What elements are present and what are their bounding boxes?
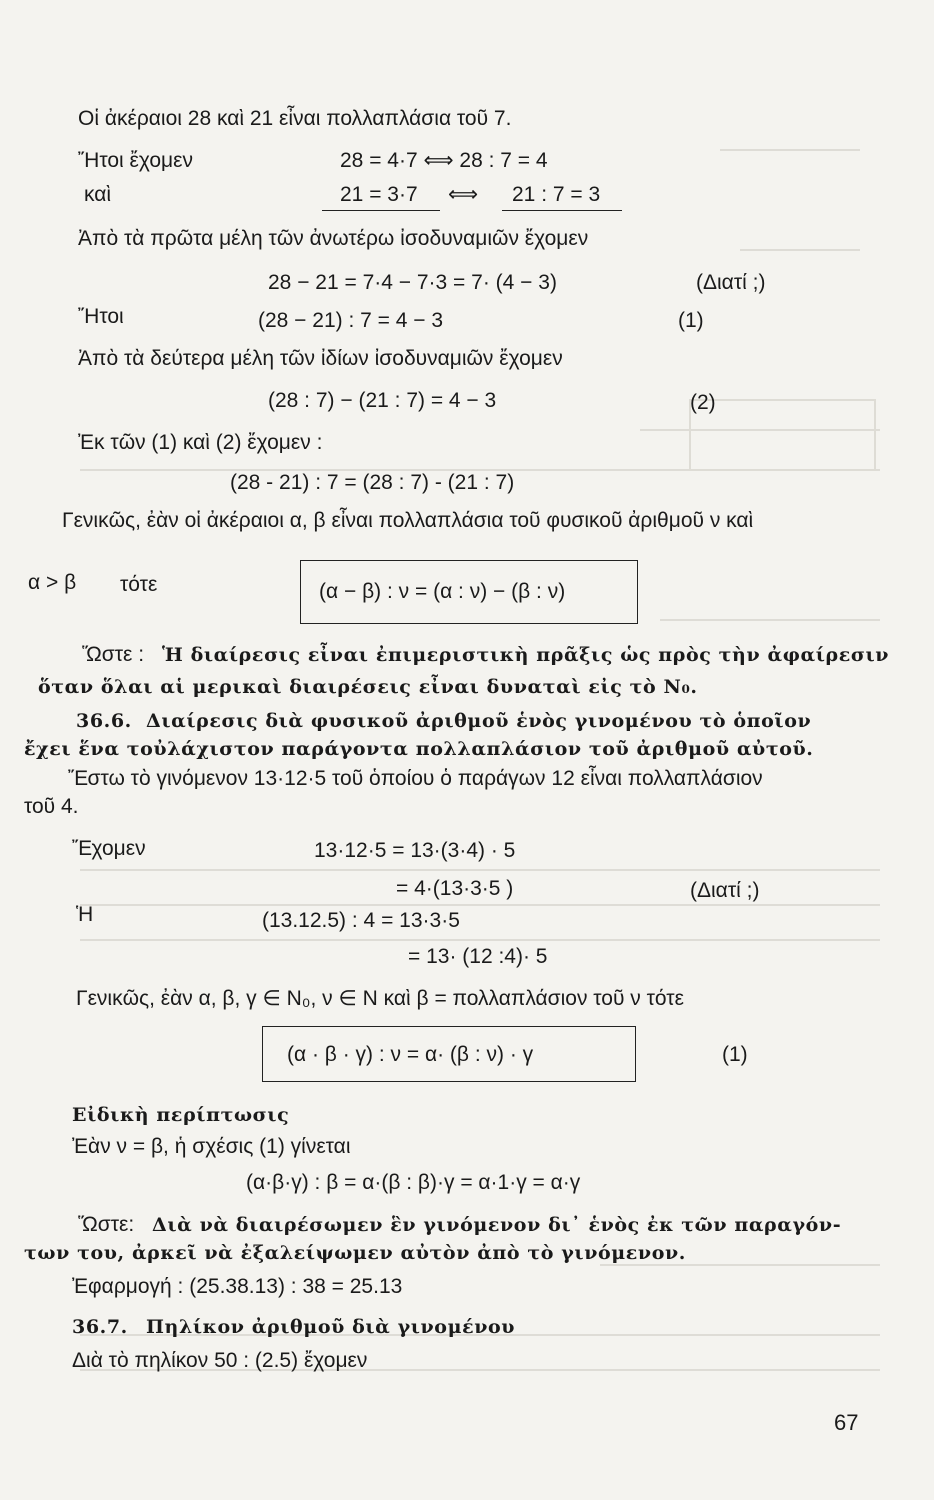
equation-5: (28 : 7) − (21 : 7) = 4 − 3 <box>268 389 497 412</box>
equation-11: (α·β·γ) : β = α·(β : β)·γ = α·1·γ = α·γ <box>246 1171 581 1194</box>
boxed-formula-2-label: (1) <box>722 1043 748 1066</box>
section-36-6-title-2: ἔχει ἕνα τοὐλάχιστον παράγοντα πολλαπλάσιον τοῦ ἀριθμοῦ αὐτοῦ. <box>24 738 814 760</box>
section-36-7-title: Πηλίκον ἀριθμοῦ διὰ γινομένου <box>146 1316 516 1338</box>
underline-left <box>322 210 440 211</box>
equation-7: 13·12·5 = 13·(3·4) · 5 <box>314 839 516 862</box>
section-36-7-number: 36.7. <box>72 1316 128 1338</box>
why-remark-2: (Διατί ;) <box>690 879 760 902</box>
equation-3: 28 − 21 = 7·4 − 7·3 = 7· (4 − 3) <box>268 271 557 294</box>
boxed-formula-1-text: (α − β) : ν = (α : ν) − (β : ν) <box>319 580 566 603</box>
if-nu-equals-beta: Ἐὰν ν = β, ἡ σχέσις (1) γίνεται <box>72 1135 351 1158</box>
why-remark: (Διατί ;) <box>696 271 766 294</box>
equivalence-1: 28 = 4·7 ⟺ 28 : 7 = 4 <box>340 149 548 172</box>
page-number: 67 <box>834 1410 859 1435</box>
example-line-2: τοῦ 4. <box>24 795 79 818</box>
equation-4: (28 − 21) : 7 = 4 − 3 <box>258 309 444 332</box>
hoste-1-line-2: ὅταν ὅλαι αἱ μερικαὶ διαιρέσεις εἶναι δυναταὶ εἰς τὸ N₀. <box>38 676 698 698</box>
section-36-6-number: 36.6. <box>76 710 132 732</box>
equation-10: = 13· (12 :4)· 5 <box>408 945 548 968</box>
quotient-line: Διὰ τὸ πηλίκον 50 : (2.5) ἔχομεν <box>72 1349 368 1372</box>
boxed-formula-2-text: (α · β · γ) : ν = α· (β : ν) · γ <box>287 1043 534 1066</box>
equivalence-2-arrow: ⟺ <box>448 183 479 206</box>
general-statement-2: Γενικῶς, ἐὰν α, β, γ ∈ N₀, ν ∈ N καὶ β = πολλαπλάσιον τοῦ ν τότε <box>76 987 684 1010</box>
tote-label: τότε <box>120 573 158 596</box>
hoste-1-lead: Ὥστε : <box>82 643 145 666</box>
application-line: Ἐφαρμογή : (25.38.13) : 38 = 25.13 <box>72 1275 403 1298</box>
hoste-2-bold: Διὰ νὰ διαιρέσωμεν ἓν γινόμενον δι᾽ ἑνὸς ἐκ τῶν παραγόν- <box>152 1214 842 1236</box>
boxed-formula-1 <box>300 560 638 624</box>
equation-label-1: (1) <box>678 309 704 332</box>
alpha-greater-beta: α > β <box>28 571 77 594</box>
htoi-label: Ἤτοι <box>78 305 124 328</box>
from-1-and-2-line: Ἐκ τῶν (1) καὶ (2) ἔχομεν : <box>78 431 323 454</box>
example-line-1: Ἔστω τὸ γινόμενον 13·12·5 τοῦ ὁποίου ὁ παράγων 12 εἶναι πολλαπλάσιον <box>68 767 763 790</box>
second-members-line: Ἀπὸ τὰ δεύτερα μέλη τῶν ἰδίων ἰσοδυναμιῶν ἔχομεν <box>78 347 563 370</box>
boxed-formula-2 <box>262 1026 636 1082</box>
equivalence-2-left: 21 = 3·7 <box>340 183 418 206</box>
equation-9: (13.12.5) : 4 = 13·3·5 <box>262 909 460 932</box>
eta-label: Ἡ <box>76 903 94 926</box>
equation-8: = 4·(13·3·5 ) <box>396 877 514 900</box>
hoste-2-lead: Ὥστε: <box>78 1213 135 1236</box>
special-case-heading: Εἰδικὴ περίπτωσις <box>72 1104 290 1126</box>
first-members-line: Ἀπὸ τὰ πρῶτα μέλη τῶν ἀνωτέρω ἰσοδυναμιῶν ἔχομεν <box>78 227 589 250</box>
hoste-1-bold: Ἡ διαίρεσις εἶναι ἐπιμεριστικὴ πρᾶξις ὡς πρὸς τὴν ἀφαίρεσιν <box>162 644 890 666</box>
equation-label-2: (2) <box>690 391 716 414</box>
htoi-exomen-label: Ἤτοι ἔχομεν <box>78 149 193 172</box>
intro-line: Οἱ ἀκέραιοι 28 καὶ 21 εἶναι πολλαπλάσια τοῦ 7. <box>78 107 512 130</box>
exomen-label: Ἔχομεν <box>72 837 146 860</box>
section-36-6-title: Διαίρεσις διὰ φυσικοῦ ἀριθμοῦ ἑνὸς γινομένου τὸ ὁποῖον <box>146 710 812 732</box>
equation-6: (28 - 21) : 7 = (28 : 7) - (21 : 7) <box>230 471 515 494</box>
hoste-2-bold-2: των του, ἀρκεῖ νὰ ἐξαλείψωμεν αὐτὸν ἀπὸ τὸ γινόμενον. <box>24 1242 686 1264</box>
general-statement-1: Γενικῶς, ἐὰν οἱ ἀκέραιοι α, β εἶναι πολλαπλάσια τοῦ φυσικοῦ ἀριθμοῦ ν καὶ <box>62 509 754 532</box>
underline-right <box>502 210 622 211</box>
kai-label: καὶ <box>84 183 112 206</box>
equivalence-2-right: 21 : 7 = 3 <box>512 183 601 206</box>
